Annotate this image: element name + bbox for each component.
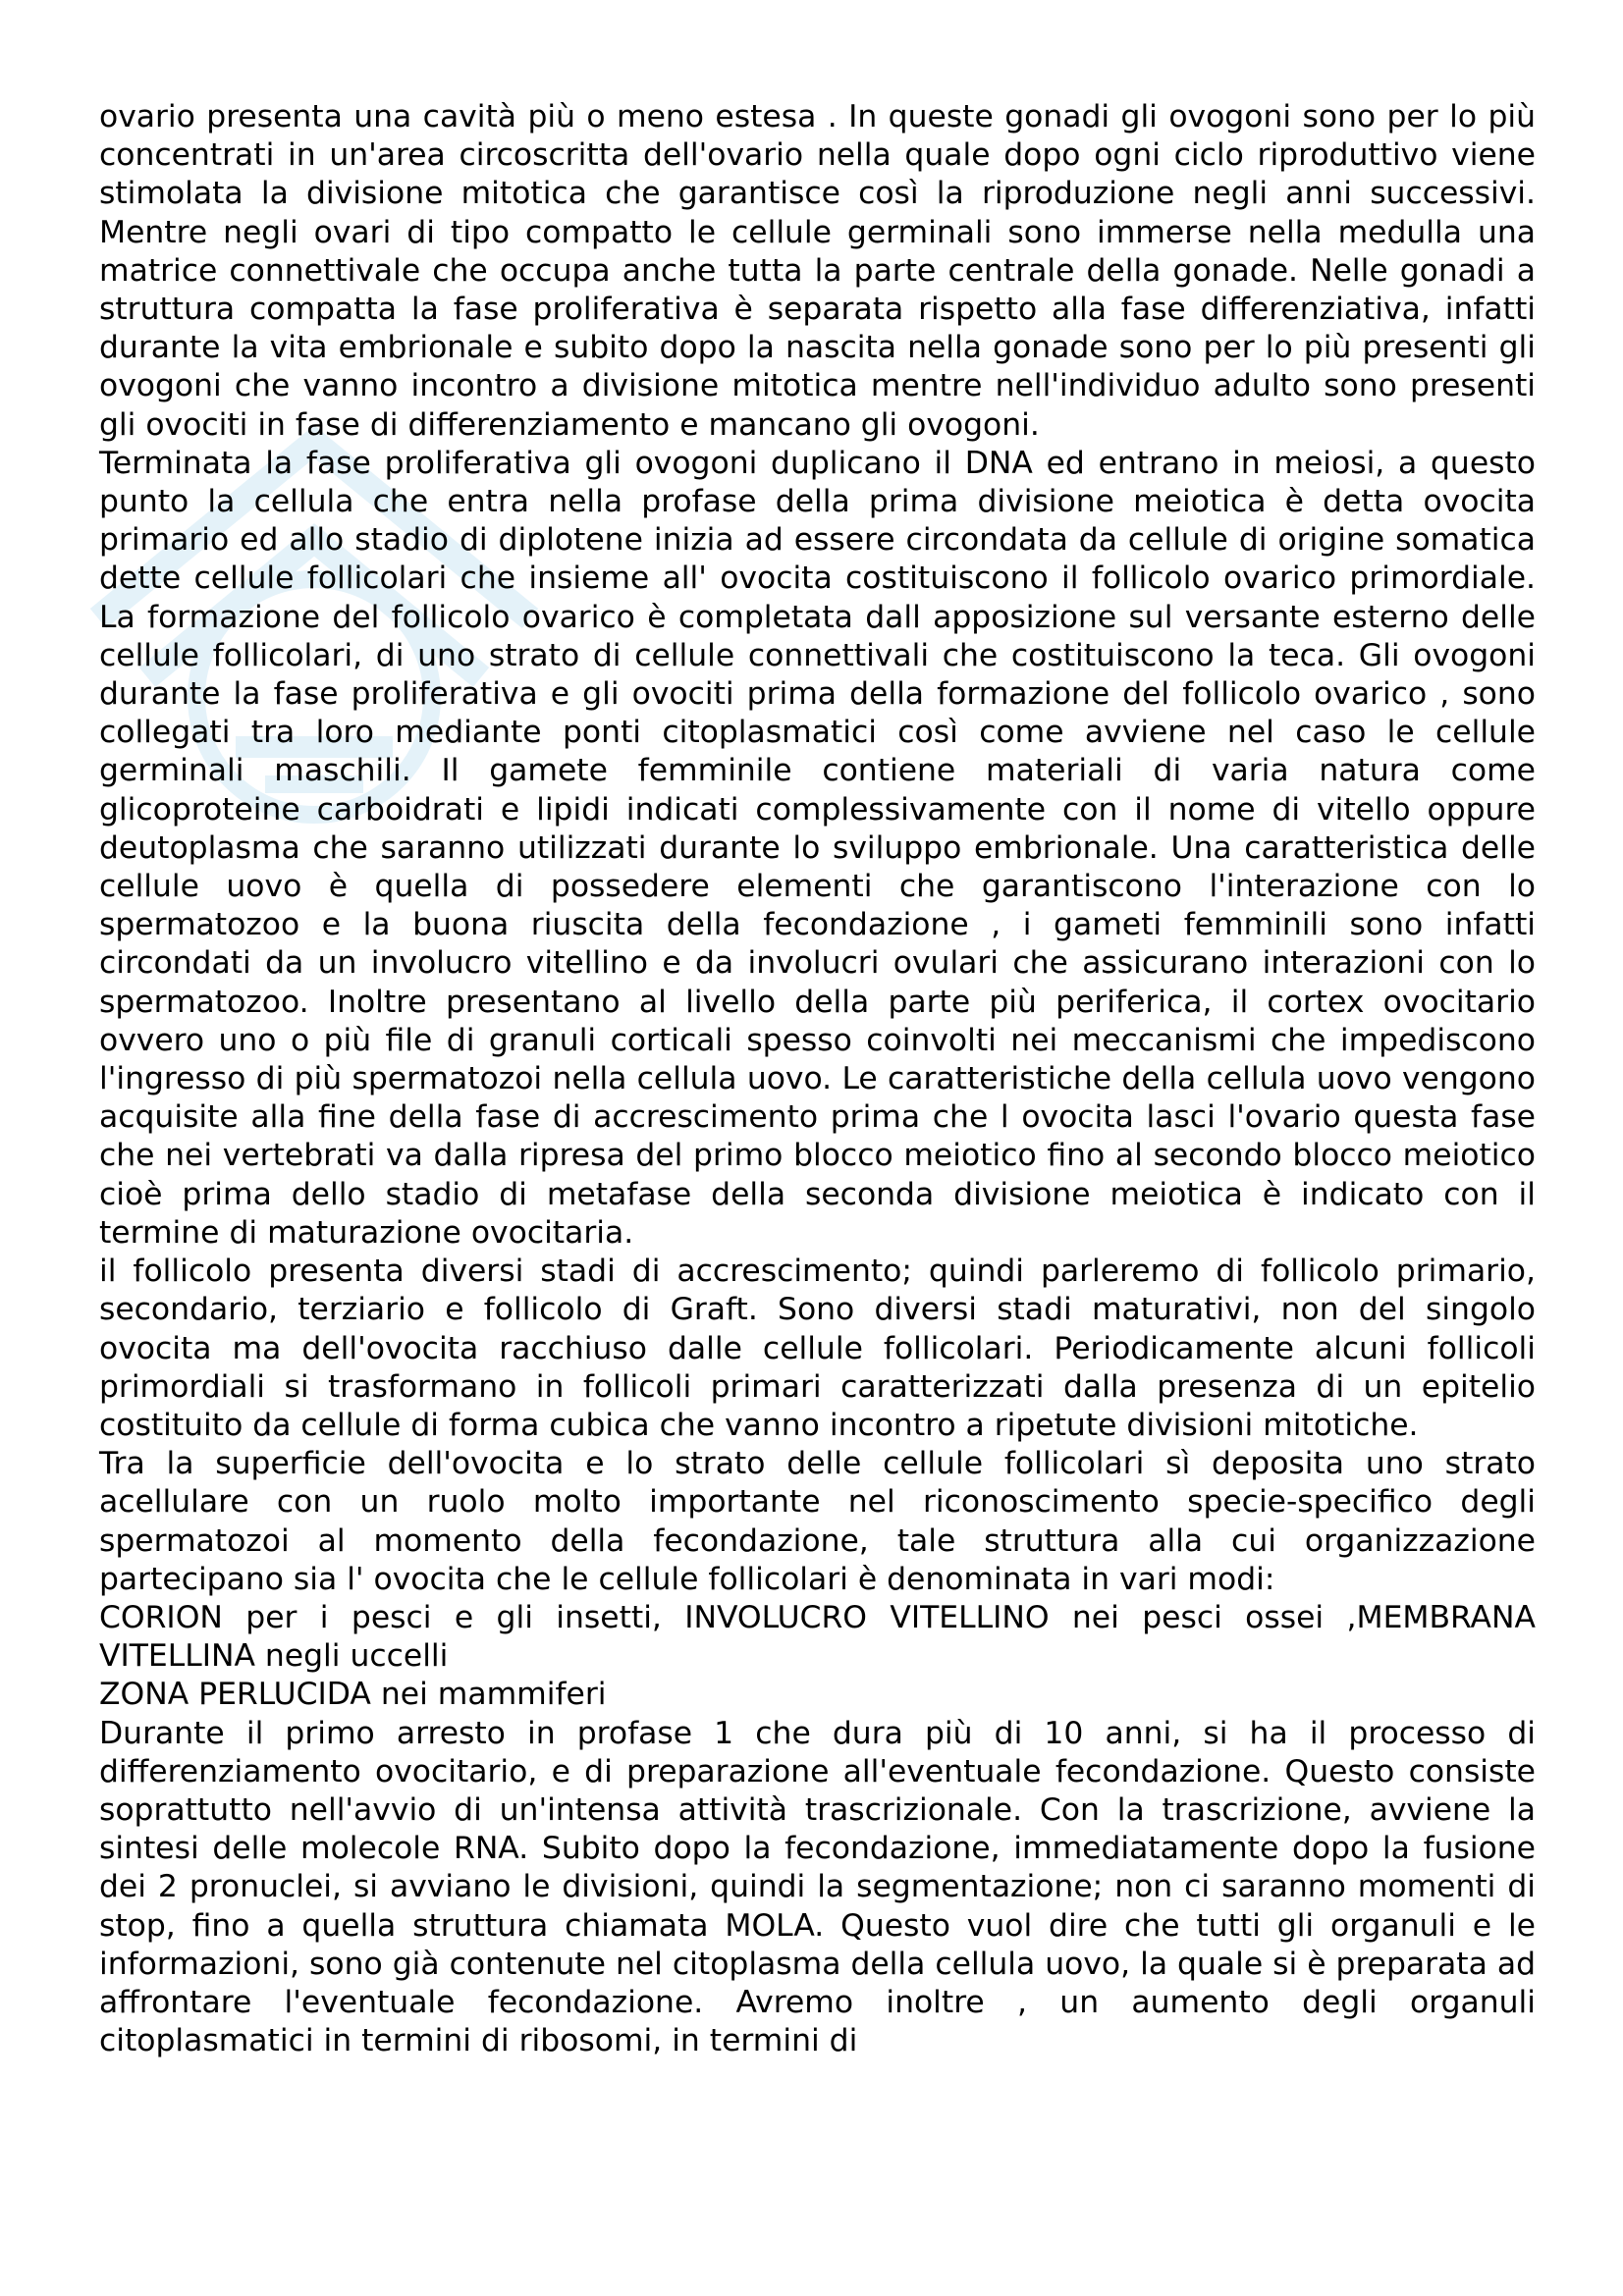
paragraph-corion: CORION per i pesci e gli insetti, INVOLUCRO VITELLINO nei pesci ossei ,MEMBRANA VITELLINA negli uccelli — [99, 1599, 1536, 1675]
paragraph-stadi-accrescimento: il follicolo presenta diversi stadi di accrescimento; quindi parleremo di follicolo primario, secondario, terziario e follicolo di Graft. Sono diversi stadi maturativi, non del singolo ovocita ma dell'ovocita racchiuso dalle cellule follicolari. Periodicamente alcuni follicoli primordiali si trasformano in follicoli primari caratterizzati dalla presenza di un epitelio costituito da cellule di forma cubica che vanno incontro a ripetute divisioni mitotiche. — [99, 1254, 1536, 1443]
paragraph-follicolo-primordiale: Terminata la fase proliferativa gli ovogoni duplicano il DNA ed entrano in meiosi, a questo punto la cellula che entra nella profase della prima divisione meiotica è detta ovocita primario ed allo stadio di diplotene inizia ad essere circondata da cellule di origine somatica dette cellule follicolari che insieme all' ovocita costituiscono il follicolo ovarico primordiale. La formazione del follicolo ovarico è completata dall apposizione sul versante esterno delle cellule follicolari, di uno strato di cellule connettivali che costituiscono la teca. Gli ovogoni durante la fase proliferativa e gli ovociti prima della formazione del follicolo ovarico , sono collegati tra loro mediante ponti citoplasmatici così come avviene nel caso le cellule germinali maschili. Il gamete femminile contiene materiali di varia natura come glicoproteine carboidrati e lipidi indicati complessivamente con il nome di vitello oppure deutoplasma che saranno utilizzati durante lo sviluppo embrionale. Una caratteristica delle cellule uovo è quella di possedere elementi che garantiscono l'interazione con lo spermatozoo e la buona riuscita della fecondazione , i gameti femminili sono infatti circondati da un involucro vitellino e da involucri ovulari che assicurano interazioni con lo spermatozoo. Inoltre presentano al livello della parte più periferica, il cortex ovocitario ovvero uno o più file di granuli corticali spesso coinvolti nei meccanismi che impediscono l'ingresso di più spermatozoi nella cellula uovo. Le caratteristiche della cellula uovo vengono acquisite alla fine della fase di accrescimento prima che l ovocita lasci l'ovario questa fase che nei vertebrati va dalla ripresa del primo blocco meiotico fino al secondo blocco meiotico cioè prima dello stadio di metafase della seconda divisione meiotica è indicato con il termine di maturazione ovocitaria. — [99, 445, 1536, 1251]
paragraph-strato-acellulare: Tra la superficie dell'ovocita e lo strato delle cellule follicolari sì deposita uno strato acellulare con un ruolo molto importante nel riconoscimento specie-specifico degli spermatozoi al momento della fecondazione, tale struttura alla cui organizzazione partecipano sia l' ovocita che le cellule follicolari è denominata in vari modi: — [99, 1446, 1536, 1597]
paragraph-arresto-profase: Durante il primo arresto in profase 1 che dura più di 10 anni, si ha il processo di differenziamento ovocitario, e di preparazione all'eventuale fecondazione. Questo consiste soprattutto nell'avvio di un'intensa attività trascrizionale. Con la trascrizione, avviene la sintesi delle molecole RNA. Subito dopo la fecondazione, immediatamente dopo la fusione dei 2 pronuclei, si avviano le divisioni, quindi la segmentazione; non ci saranno momenti di stop, fino a quella struttura chiamata MOLA. Questo vuol dire che tutti gli organuli e le informazioni, sono già contenute nel citoplasma della cellula uovo, la quale si è preparata ad affrontare l'eventuale fecondazione. Avremo inoltre , un aumento degli organuli citoplasmatici in termini di ribosomi, in termini di — [99, 1715, 1536, 2059]
document-body — [99, 98, 1536, 2060]
paragraph-ovario-intro: ovario presenta una cavità più o meno estesa . In queste gonadi gli ovogoni sono per lo più concentrati in un'area circoscritta dell'ovario nella quale dopo ogni ciclo riproduttivo viene stimolata la divisione mitotica che garantisce così la riproduzione negli anni successivi. Mentre negli ovari di tipo compatto le cellule germinali sono immerse nella medulla una matrice connettivale che occupa anche tutta la parte centrale della gonade. Nelle gonadi a struttura compatta la fase proliferativa è separata rispetto alla fase differenziativa, infatti durante la vita embrionale e subito dopo la nascita nella gonade sono per lo più presenti gli ovogoni che vanno incontro a divisione mitotica mentre nell'individuo adulto sono presenti gli ovociti in fase di differenziamento e mancano gli ovogoni. — [99, 99, 1536, 443]
paragraph-zona-perlucida: ZONA PERLUCIDA nei mammiferi — [99, 1677, 607, 1713]
